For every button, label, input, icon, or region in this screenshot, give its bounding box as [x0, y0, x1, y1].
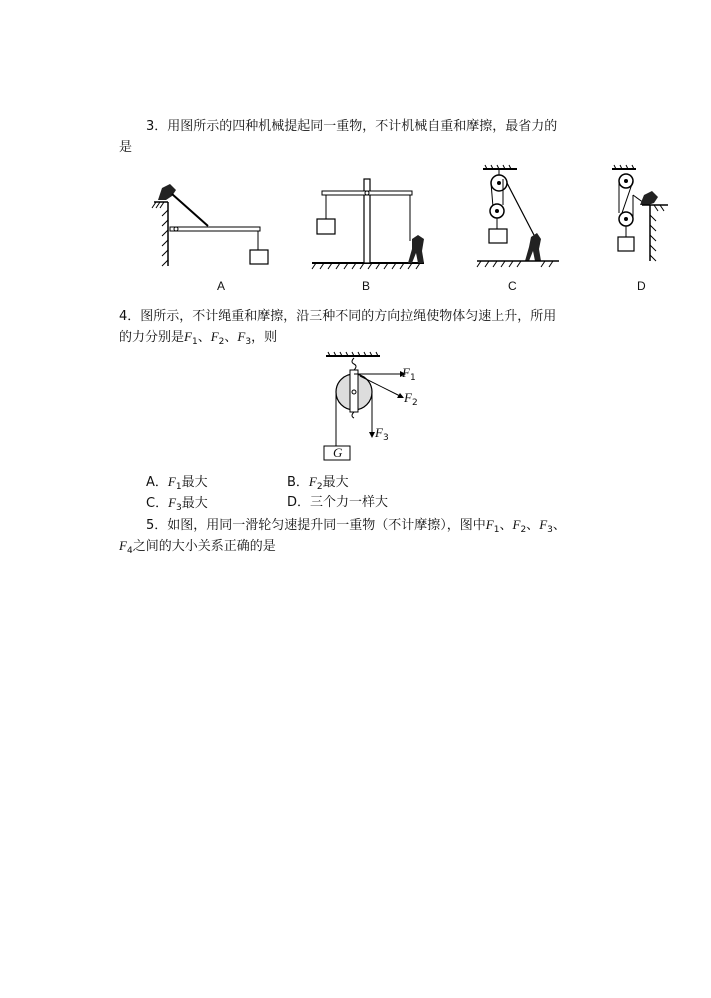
q4-text-line2: 的力分别是$F_1$、$F_2$、$F_3$，则 [119, 329, 278, 347]
q3-label-a: A [217, 279, 226, 293]
q3-text-line1: 3．用图所示的四种机械提起同一重物，不计机械自重和摩擦，最省力的 [146, 119, 558, 134]
q3-text-line2: 是 [119, 140, 133, 155]
q3-label-c: C [508, 279, 517, 293]
q3-figure-a [150, 180, 280, 270]
q4-option-d[interactable]: D．三个力一样大 [287, 495, 389, 510]
q4-text-line1: 4．图所示，不计绳重和摩擦，沿三种不同的方向拉绳使物体匀速上升，所用 [119, 309, 557, 324]
q4-force-label-f2: $F_2$ [404, 390, 418, 408]
q3-label-d: D [637, 279, 646, 293]
q4-force-label-f3: $F_3$ [375, 425, 389, 443]
q4-option-b[interactable]: B．$F_2$最大 [287, 474, 349, 492]
q4-option-a[interactable]: A．$F_1$最大 [146, 474, 208, 492]
q3-figure-b [308, 175, 428, 270]
q4-force-label-f1: $F_1$ [402, 365, 416, 383]
q5-text-line2: $F_4$之间的大小关系正确的是 [119, 538, 276, 556]
q4-weight-label-g: G [333, 445, 343, 460]
q4-option-c[interactable]: C．$F_3$最大 [146, 495, 208, 513]
q3-figure-c [473, 165, 563, 270]
q3-label-b: B [362, 279, 371, 293]
q5-text-line1: 5．如图，用同一滑轮匀速提升同一重物（不计摩擦），图中$F_1$、$F_2$、$F_3$、 [146, 517, 566, 535]
q3-figure-d [608, 165, 678, 265]
